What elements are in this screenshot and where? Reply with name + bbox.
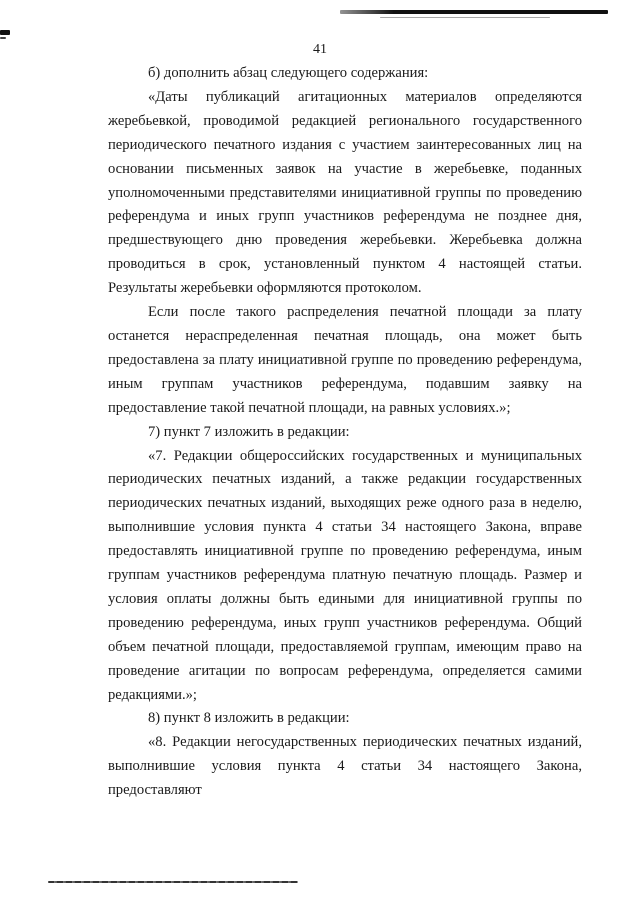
paragraph-remaining-space: Если после такого распределения печатной площади за плату останется нераспределенная печатная площадь, она может быть предоставлена за плату инициативной группе по проведению референдума, иным группам участников референдума, подавшим заявку на предоставление такой печатной площади, на равных условиях.»;	[108, 304, 582, 416]
scan-artifact-left-mark	[0, 30, 10, 35]
document-body	[108, 62, 582, 803]
scan-artifact-left-mark-small	[0, 37, 6, 39]
scan-artifact-top-thin-rule	[380, 17, 550, 18]
scan-artifact-bottom-rule	[48, 881, 298, 883]
paragraph-item-8-heading: 8) пункт 8 изложить в редакции:	[148, 710, 350, 727]
paragraph-item-8-text: «8. Редакции негосударственных периодических печатных изданий, выполнившие условия пункта 4 статьи 34 настоящего Закона, предоставляют	[108, 734, 582, 799]
paragraph-draw-dates: «Даты публикаций агитационных материалов определяются жеребьевкой, проводимой редакцией регионального государственного периодического печатного издания с участием заинтересованных лиц на основании письменных заявок на участие в жеребьевке, поданных уполномоченными представителями инициативной группы по проведению референдума и иных групп участников референдума не позднее дня, предшествующего дню проведения жеребьевки. Жеребьевка должна проводиться в срок, установленный пунктом 4 настоящей статьи. Результаты жеребьевки оформляются протоколом.	[108, 88, 582, 297]
scan-artifact-top-rule	[340, 10, 608, 14]
page-number: 41	[313, 42, 327, 57]
paragraph-item-7-heading: 7) пункт 7 изложить в редакции:	[148, 423, 350, 440]
paragraph-amendment-b: б) дополнить абзац следующего содержания:	[148, 65, 429, 81]
paragraph-item-7-text: «7. Редакции общероссийских государственных и муниципальных периодических печатных изданий, а также редакции государственных периодических печатных изданий, выходящих реже одного раза в неделю, выполнившие условия пункта 4 статьи 34 настоящего Закона, вправе предоставлять инициативной группе по проведению референдума, иным группам участников референдума платную печатную площадь. Размер и условия оплаты должны быть едиными для инициативной группы по проведению референдума, иных групп участников референдума. Общий объем печатной площади, предоставляемой группам, имеющим право на проведение агитации по вопросам референдума, определяется самими редакциями.»;	[108, 447, 582, 703]
